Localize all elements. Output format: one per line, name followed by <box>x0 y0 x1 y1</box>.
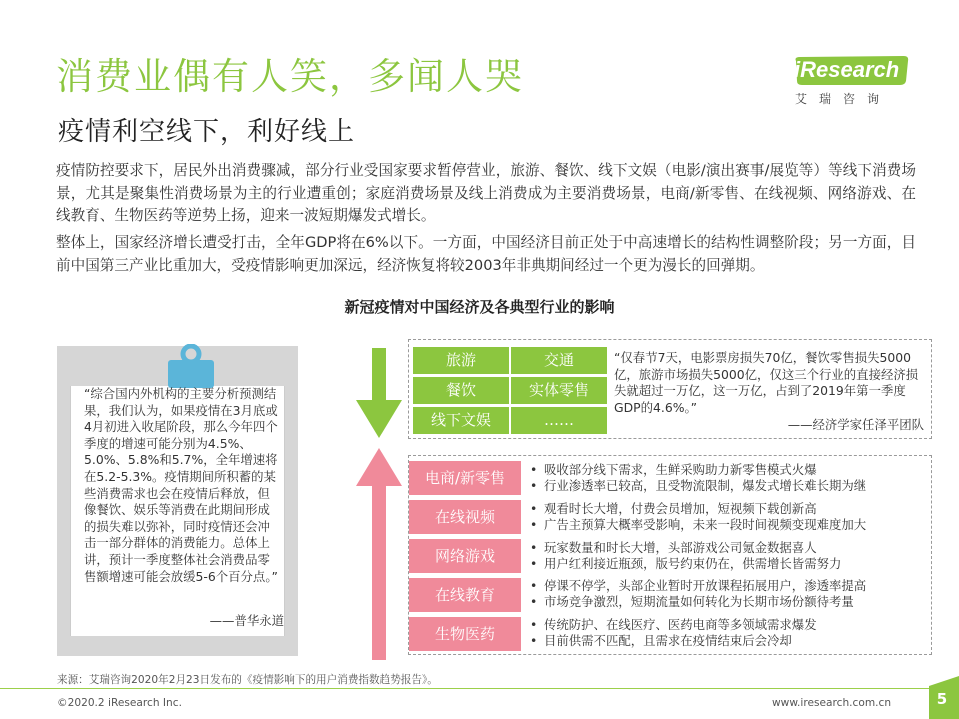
industry-cell-transport: 交通 <box>511 347 607 374</box>
list-item: • 玩家数量和时长大增，头部游戏公司氪金数据喜人 <box>530 540 920 556</box>
page-number: 5 <box>936 690 948 708</box>
note-author: ——普华永道 <box>209 613 284 628</box>
ecommerce-points <box>530 462 920 494</box>
list-item: • 广告主预算大概率受影响，未来一段时间视频变现难度加大 <box>530 517 920 533</box>
list-item: • 吸收部分线下需求，生鲜采购助力新零售模式火爆 <box>530 462 920 478</box>
website-link[interactable]: www.iresearch.com.cn <box>772 697 892 709</box>
list-item: • 停课不停学，头部企业暂时开放课程拓展用户，渗透率提高 <box>530 578 920 594</box>
iresearch-logo <box>780 52 920 108</box>
industry-label-ecommerce: 电商/新零售 <box>409 461 521 495</box>
footer-divider <box>0 688 959 689</box>
online-games-points <box>530 540 920 572</box>
online-video-points <box>530 501 920 533</box>
list-item: • 用户红利接近瓶颈，版号约束仍在，供需增长皆需努力 <box>530 556 920 572</box>
list-item: • 传统防护、在线医疗、医药电商等多领域需求爆发 <box>530 617 920 633</box>
industry-cell-entertainment: 线下文娱 <box>413 407 509 434</box>
copyright: ©2020.2 iResearch Inc. <box>57 697 182 709</box>
industry-label-online-education: 在线教育 <box>409 578 521 612</box>
source-note: 来源：艾瑞咨询2020年2月23日发布的《疫情影响下的用户消费指数趋势报告》。 <box>57 674 438 686</box>
page-title: 消费业偶有人笑，多闻人哭 <box>56 55 524 98</box>
list-item: • 目前供需不匹配，且需求在疫情结束后会冷却 <box>530 633 920 649</box>
industry-cell-dining: 餐饮 <box>413 377 509 404</box>
industry-label-biomedicine: 生物医药 <box>409 617 521 651</box>
chart-title: 新冠疫情对中国经济及各典型行业的影响 <box>344 298 615 316</box>
online-education-points <box>530 578 920 610</box>
list-item: • 行业渗透率已较高，且受物流限制，爆发式增长难长期为继 <box>530 478 920 494</box>
industry-label-online-games: 网络游戏 <box>409 539 521 573</box>
industry-cell-tourism: 旅游 <box>413 347 509 374</box>
arrow-up-icon <box>356 448 402 660</box>
note-quote: “综合国内外机构的主要分析预测结果，我们认为，如果疫情在3月底或4月初进入收尾阶段，那么今年四个季度的增速可能分别为4.5%、5.0%、5.8%和5.7%，全年增速将在5.2-5.3%。疫情期间所积蓄的某些消费需求也会在疫情后释放，但像餐饮、娱乐等消费在此期间形成的损失难以弥补，同时疫情还会冲击一部分群体的消费能力。总体上讲，预计一季度整体社会消费品零售额增速可能会放缓5-6个百分点。” <box>84 386 278 584</box>
industry-label-online-video: 在线视频 <box>409 500 521 534</box>
industry-cell-ellipsis: …… <box>511 407 607 434</box>
economist-quote-author: ——经济学家任泽平团队 <box>787 417 924 432</box>
page-subtitle: 疫情利空线下，利好线上 <box>58 117 356 147</box>
economist-quote: “仅春节7天，电影票房损失70亿，餐饮零售损失5000亿，旅游市场损失5000亿，仅这三个行业的直接经济损失就超过一万亿，这一万亿，占到了2019年第一季度GDP的4.6%。” <box>614 350 919 415</box>
clipboard-clip-icon <box>164 344 218 390</box>
logo-text: iResearch <box>794 57 900 82</box>
list-item: • 观看时长大增，付费会员增加，短视频下载创新高 <box>530 501 920 517</box>
intro-paragraph-2: 整体上，国家经济增长遭受打击，全年GDP将在6%以下。一方面，中国经济目前正处于中高速增长的结构性调整阶段；另一方面，目前中国第三产业比重加大，受疫情影响更加深远，经济恢复将较2003年非典期间经过一个更为漫长的回弹期。 <box>56 234 916 274</box>
arrow-down-icon <box>356 348 402 438</box>
industry-cell-retail: 实体零售 <box>511 377 607 404</box>
logo-subtext: 艾瑞咨询 <box>795 92 892 106</box>
intro-paragraph-1: 疫情防控要求下，居民外出消费骤减，部分行业受国家要求暂停营业，旅游、餐饮、线下文娱（电影/演出赛事/展览等）等线下消费场景，尤其是聚集性消费场景为主的行业遭重创；家庭消费场景及线上消费成为主要消费场景，电商/新零售、在线视频、网络游戏、在线教育、生物医药等逆势上扬，迎来一波短期爆发式增长。 <box>56 162 916 224</box>
biomedicine-points <box>530 617 920 649</box>
list-item: • 市场竞争激烈，短期流量如何转化为长期市场份额待考量 <box>530 594 920 610</box>
